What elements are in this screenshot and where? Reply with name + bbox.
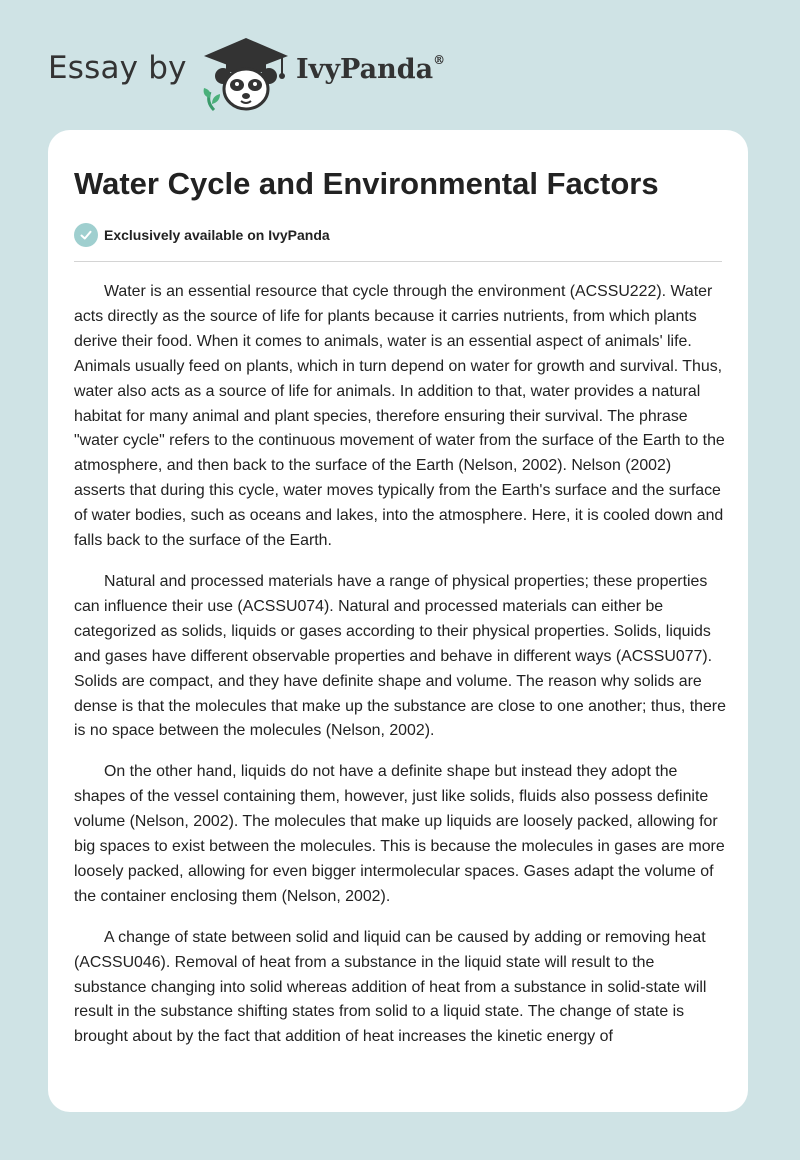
badge-label: Exclusively available on IvyPanda xyxy=(104,227,330,243)
paragraph: A change of state between solid and liquid can be caused by adding or removing heat (ACSSU046). Removal of heat from a substance in the liquid state will result to the substance changing into solid whereas addition of heat from a substance in solid-state will result in the substance shifting states from solid to a liquid state. The change of state is brought about by the fact that addition of heat increases the kinetic energy of xyxy=(74,928,707,1046)
brand-name[interactable] xyxy=(296,54,445,85)
essay-by-label: Essay by xyxy=(48,50,187,86)
divider xyxy=(74,261,722,262)
paragraph: Natural and processed materials have a range of physical properties; these properties can influence their use (ACSSU074). Natural and processed materials can either be categorized as solids, liquids or gases according to their physical properties. Solids, liquids and gases have different observable properties and behave in different ways (ACSSU077). Solids are compact, and they have definite shape and volume. The reason why solids are dense is that the molecules that make up the substance are close to one another; thus, there is no space between the molecules (Nelson, 2002). xyxy=(74,572,726,740)
exclusive-badge xyxy=(74,222,330,248)
registered-mark: ® xyxy=(433,53,446,67)
site-header xyxy=(0,0,800,130)
paragraph: On the other hand, liquids do not have a definite shape but instead they adopt the shapes of the vessel containing them, however, just like solids, fluids also possess definite volume (Nelson, 2002). The molecules that make up liquids are loosely packed, allowing for big spaces to exist between the molecules. This is because the molecules in gases are more loosely packed, allowing for even bigger intermolecular spaces. Gases adapt the volume of the container enclosing them (Nelson, 2002). xyxy=(74,763,725,905)
page-title: Water Cycle and Environmental Factors xyxy=(74,166,659,201)
essay-card xyxy=(48,130,748,1112)
essay-body xyxy=(74,280,726,1080)
brand-name-text: IvyPanda xyxy=(296,54,434,85)
panda-graduate-icon[interactable] xyxy=(202,36,290,112)
paragraph: Water is an essential resource that cycle through the environment (ACSSU222). Water acts directly as the source of life for plants because it carries nutrients, from which plants derive their food. When it comes to animals, water is an essential aspect of animals' life. Animals usually feed on plants, which in turn depend on water for growth and survival. Thus, water also acts as a source of life for animals. In addition to that, water provides a natural habitat for many animal and plant species, therefore ensuring their survival. The phrase "water cycle" refers to the continuous movement of water from the surface of the Earth to the atmosphere, and then back to the surface of the Earth (Nelson, 2002). Nelson (2002) asserts that during this cycle, water moves typically from the Earth's surface and the surface of water bodies, such as oceans and lakes, into the atmosphere. Here, it is cooled down and falls back to the surface of the Earth. xyxy=(74,283,725,550)
check-circle-icon xyxy=(74,223,98,247)
